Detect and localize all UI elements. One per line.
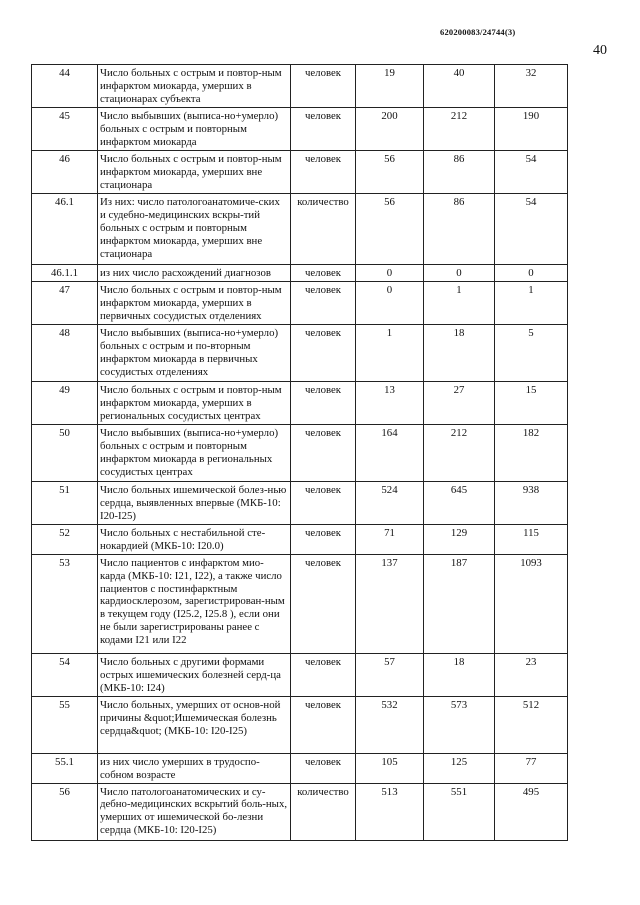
table-row (32, 524, 568, 554)
row-description: Число выбывших (выписа-но+умерло) больных с острым и повторным инфарктом миокарда в региональных сосудистых центрах (98, 424, 291, 481)
row-value-2: 1 (424, 281, 495, 324)
row-value-1: 56 (356, 151, 424, 194)
row-value-3: 938 (495, 481, 568, 524)
row-value-3: 512 (495, 696, 568, 753)
row-value-1: 13 (356, 381, 424, 424)
row-value-3: 495 (495, 783, 568, 840)
row-value-2: 129 (424, 524, 495, 554)
table-row (32, 783, 568, 840)
row-value-3: 182 (495, 424, 568, 481)
row-unit: человек (291, 281, 356, 324)
row-value-1: 0 (356, 281, 424, 324)
document-id: 620200083/24744(3) (440, 27, 516, 37)
row-value-1: 524 (356, 481, 424, 524)
table-row (32, 65, 568, 108)
row-description: Число выбывших (выписа-но+умерло) больных с острым и повторным инфарктом миокарда (98, 108, 291, 151)
table-row (32, 696, 568, 753)
row-value-1: 513 (356, 783, 424, 840)
table-row (32, 281, 568, 324)
row-value-1: 532 (356, 696, 424, 753)
row-description: из них число умерших в трудоспо-собном возрасте (98, 753, 291, 783)
row-description: Число больных с другими формами острых ишемических болезней серд-ца (МКБ-10: I24) (98, 653, 291, 696)
row-number: 45 (32, 108, 98, 151)
row-description: Число больных с нестабильной сте-нокардией (МКБ-10: I20.0) (98, 524, 291, 554)
row-value-2: 86 (424, 151, 495, 194)
table-row (32, 324, 568, 381)
row-value-1: 0 (356, 265, 424, 282)
table-row (32, 265, 568, 282)
row-unit: человек (291, 554, 356, 653)
row-unit: человек (291, 424, 356, 481)
row-unit: человек (291, 265, 356, 282)
row-number: 50 (32, 424, 98, 481)
row-number: 53 (32, 554, 98, 653)
row-description: из них число расхождений диагнозов (98, 265, 291, 282)
row-value-2: 86 (424, 194, 495, 265)
row-number: 46 (32, 151, 98, 194)
row-value-3: 77 (495, 753, 568, 783)
table-row (32, 381, 568, 424)
row-value-1: 57 (356, 653, 424, 696)
row-unit: человек (291, 381, 356, 424)
row-value-2: 573 (424, 696, 495, 753)
page-number: 40 (593, 43, 607, 58)
row-description: Число больных с острым и повтор-ным инфарктом миокарда, умерших вне стационара (98, 151, 291, 194)
row-value-1: 1 (356, 324, 424, 381)
row-unit: человек (291, 151, 356, 194)
row-value-2: 551 (424, 783, 495, 840)
row-value-2: 645 (424, 481, 495, 524)
row-value-3: 15 (495, 381, 568, 424)
row-unit: человек (291, 524, 356, 554)
row-value-3: 1 (495, 281, 568, 324)
row-number: 49 (32, 381, 98, 424)
table-row (32, 108, 568, 151)
row-number: 55 (32, 696, 98, 753)
row-description: Число пациентов с инфарктом мио-карда (МКБ-10: I21, I22), а также число пациентов с постинфарктным кардиосклерозом, зарегистрирован-ным в текущем году (I25.2, I25.8 ), если они не были зарегистрированы ранее с кодами I21 или I22 (98, 554, 291, 653)
indicators-table (31, 64, 568, 841)
table-row (32, 554, 568, 653)
row-value-1: 105 (356, 753, 424, 783)
row-unit: человек (291, 653, 356, 696)
row-value-1: 137 (356, 554, 424, 653)
row-value-1: 71 (356, 524, 424, 554)
row-description: Число больных, умерших от основ-ной причины &quot;Ишемическая болезнь сердца&quot; (МКБ-10: I20-I25) (98, 696, 291, 753)
table-row (32, 653, 568, 696)
table-row (32, 151, 568, 194)
row-description: Число больных с острым и повтор-ным инфарктом миокарда, умерших в стационарах субъекта (98, 65, 291, 108)
table-row (32, 481, 568, 524)
row-value-2: 187 (424, 554, 495, 653)
table-row (32, 424, 568, 481)
row-value-3: 23 (495, 653, 568, 696)
row-value-3: 115 (495, 524, 568, 554)
row-number: 54 (32, 653, 98, 696)
row-number: 56 (32, 783, 98, 840)
table-row (32, 753, 568, 783)
row-description: Число больных с острым и повтор-ным инфарктом миокарда, умерших в региональных сосудистых центрах (98, 381, 291, 424)
row-description: Число больных с острым и повтор-ным инфарктом миокарда, умерших в первичных сосудистых отделениях (98, 281, 291, 324)
row-value-2: 18 (424, 324, 495, 381)
row-value-1: 164 (356, 424, 424, 481)
row-unit: человек (291, 108, 356, 151)
row-unit: количество (291, 194, 356, 265)
row-unit: человек (291, 696, 356, 753)
row-number: 44 (32, 65, 98, 108)
row-value-3: 1093 (495, 554, 568, 653)
row-description: Из них: число патологоанатомиче-ских и судебно-медицинских вскры-тий больных с острым и повторным инфарктом миокарда, умерших вне стационара (98, 194, 291, 265)
row-value-2: 212 (424, 108, 495, 151)
row-value-2: 212 (424, 424, 495, 481)
row-value-3: 0 (495, 265, 568, 282)
table-row (32, 194, 568, 265)
row-value-1: 200 (356, 108, 424, 151)
row-value-1: 56 (356, 194, 424, 265)
row-number: 46.1 (32, 194, 98, 265)
row-number: 55.1 (32, 753, 98, 783)
row-description: Число патологоанатомических и су-дебно-медицинских вскрытий боль-ных, умерших от ишемической бо-лезни сердца (МКБ-10: I20-I25) (98, 783, 291, 840)
row-value-2: 40 (424, 65, 495, 108)
row-unit: человек (291, 753, 356, 783)
row-value-2: 27 (424, 381, 495, 424)
row-unit: количество (291, 783, 356, 840)
row-unit: человек (291, 324, 356, 381)
row-value-1: 19 (356, 65, 424, 108)
row-unit: человек (291, 65, 356, 108)
row-value-3: 54 (495, 194, 568, 265)
row-description: Число выбывших (выписа-но+умерло) больных с острым и по-вторным инфарктом миокарда в первичных сосудистых отделениях (98, 324, 291, 381)
row-value-3: 54 (495, 151, 568, 194)
row-value-3: 32 (495, 65, 568, 108)
row-description: Число больных ишемической болез-нью сердца, выявленных впервые (МКБ-10: I20-I25) (98, 481, 291, 524)
row-value-2: 0 (424, 265, 495, 282)
row-number: 47 (32, 281, 98, 324)
row-unit: человек (291, 481, 356, 524)
row-number: 52 (32, 524, 98, 554)
row-number: 46.1.1 (32, 265, 98, 282)
row-value-2: 18 (424, 653, 495, 696)
row-value-3: 5 (495, 324, 568, 381)
row-value-2: 125 (424, 753, 495, 783)
row-value-3: 190 (495, 108, 568, 151)
row-number: 51 (32, 481, 98, 524)
row-number: 48 (32, 324, 98, 381)
